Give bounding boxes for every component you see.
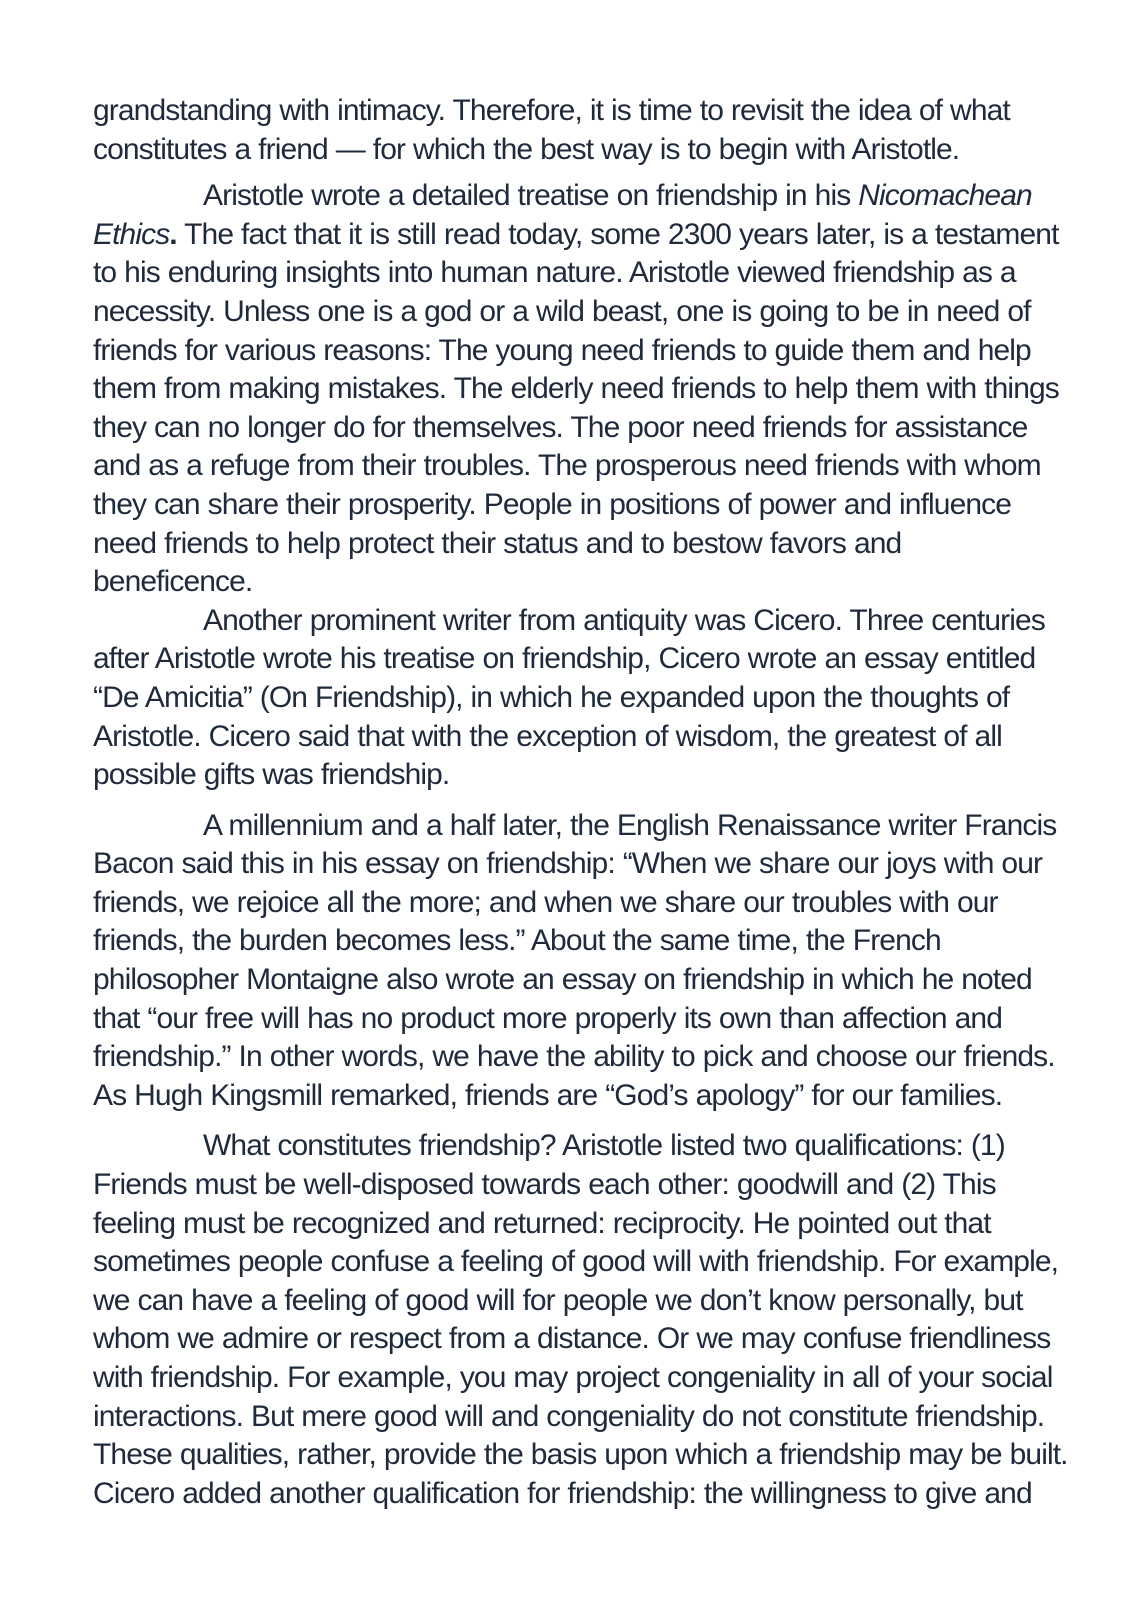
paragraph-intro xyxy=(93,92,1068,169)
paragraph-qualifications: What constitutes friendship? Aristotle listed two qualifications: (1) Friends must be well-disposed towards each other: goodwill and (2) This feeling must be recognized and returned: reciprocity. He pointed out that sometimes people confuse a feeling of good will with friendship. For example, we can have a feeling of good will for people we don’t know personally, but whom we admire or respect from a distance. Or we may confuse friendliness with friendship. For example, you may project congeniality in all of your social interactions. But mere good will and congeniality do not constitute friendship. These qualities, rather, provide the basis upon which a friendship may be built. Cicero added another qualification for friendship: the willingness to give and xyxy=(93,1129,1068,1510)
book-title: Nicomachean Ethics xyxy=(93,179,1032,251)
title-period: . xyxy=(169,217,177,251)
paragraph-aristotle xyxy=(93,177,1068,602)
paragraph-intro-line-2: constitutes a friend — for which the best way is to begin with Aristotle. xyxy=(93,132,960,166)
document-page xyxy=(93,92,1068,1513)
paragraph-bacon: A millennium and a half later, the English Renaissance writer Francis Bacon said this in his essay on friendship: “When we share our joys with our friends, we rejoice all the more; and when we share our troubles with our friends, the burden becomes less.” About the same time, the French philosopher Montaigne also wrote an essay on friendship in which he noted that “our free will has no product more properly its own than affection and friendship.” In other words, we have the ability to pick and choose our friends. As Hugh Kingsmill remarked, friends are “God’s apology” for our families. xyxy=(93,808,1057,1112)
paragraph-intro-line-1: grandstanding with intimacy. Therefore, it is time to revisit the idea of what xyxy=(93,94,1010,127)
paragraph-aristotle-lead: Aristotle wrote a detailed treatise on friendship in his xyxy=(203,179,859,213)
paragraph-aristotle-body: The fact that it is still read today, some 2300 years later, is a testament to his enduring insights into human nature. Aristotle viewed friendship as a necessity. Unless one is a god or a wild beast, one is going to be in need of friends for various reasons: The young need friends to guide them and help them from making mistakes. The elderly need friends to help them with things they can no longer do for themselves. The poor need friends for assistance and as a refuge from their troubles. The prosperous need friends with whom they can share their prosperity. People in positions of power and influence need friends to help protect their status and to bestow favors and beneficence. xyxy=(93,217,1059,599)
paragraph-cicero: Another prominent writer from antiquity was Cicero. Three centuries after Aristotle wrote his treatise on friendship, Cicero wrote an essay entitled “De Amicitia” (On Friendship), in which he expanded upon the thoughts of Aristotle. Cicero said that with the exception of wisdom, the greatest of all possible gifts was friendship. xyxy=(93,603,1045,792)
